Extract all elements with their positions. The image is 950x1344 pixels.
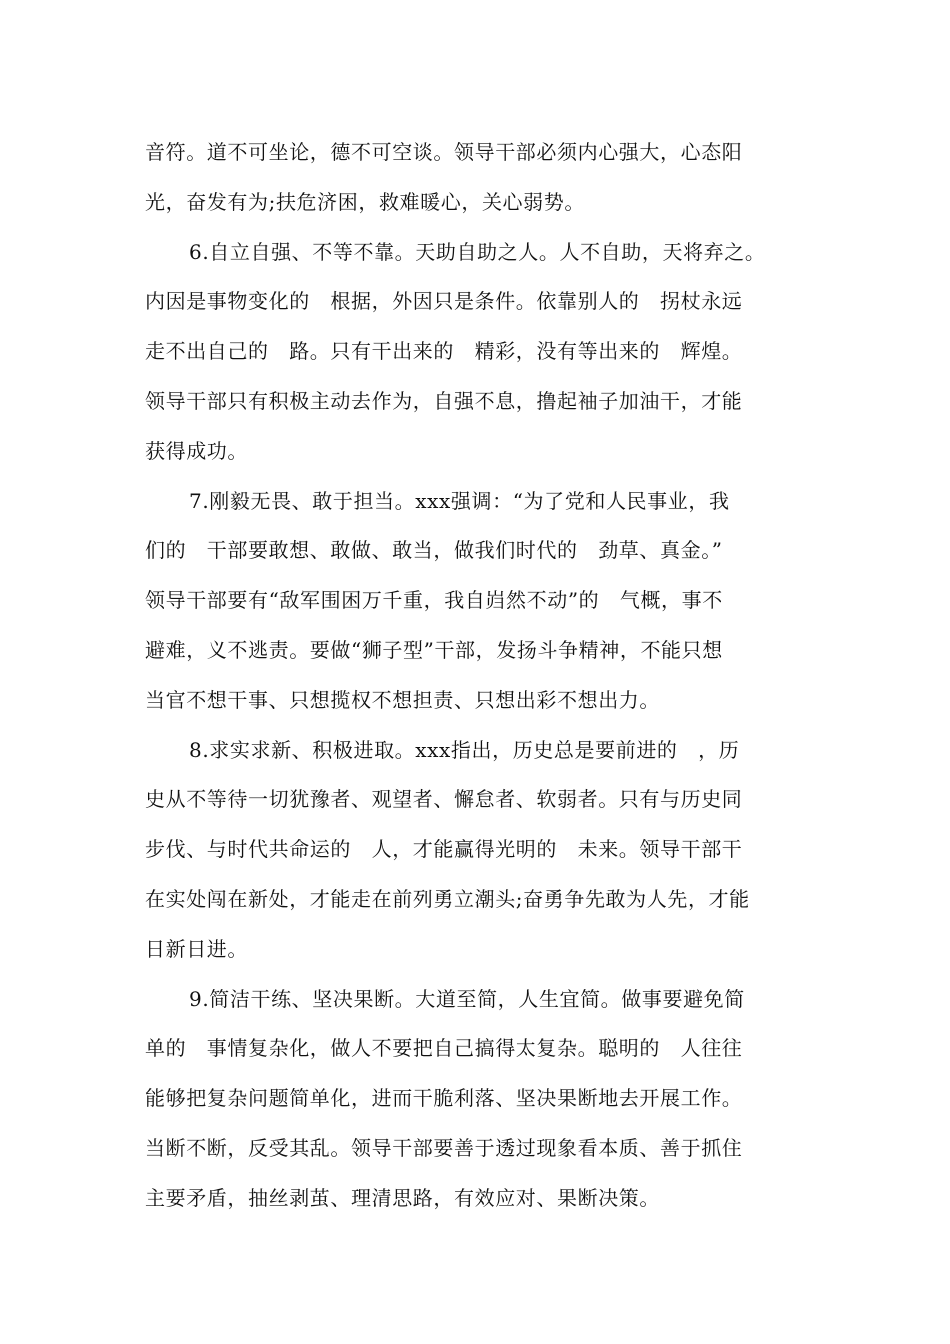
paragraph-start-line: 9.简洁干练、坚决果断。大道至简，人生宜简。做事要避免简 [189, 986, 745, 1011]
text-line: 获得成功。 [145, 438, 248, 463]
document-body [145, 128, 810, 1224]
text-line: 主要矛盾，抽丝剥茧、理清思路，有效应对、果断决策。 [145, 1185, 660, 1210]
text-line: 能够把复杂问题简单化，进而干脆利落、坚决果断地去开展工作。 [145, 1086, 743, 1111]
paragraph-start-line: 6.自立自强、不等不靠。天助自助之人。人不自助，天将弃之。 [189, 239, 766, 264]
text-line: 领导干部只有积极主动去作为，自强不息，撸起袖子加油干，才能 [145, 388, 743, 413]
text-line: 单的 事情复杂化，做人不要把自己搞得太复杂。聪明的 人往往 [145, 1036, 743, 1061]
text-line: 走不出自己的 路。只有干出来的 精彩，没有等出来的 辉煌。 [145, 339, 743, 364]
paragraph-start-line: 7.刚毅无畏、敢于担当。xxx强调：“为了党和人民事业，我 [189, 488, 730, 513]
text-line: 当断不断，反受其乱。领导干部要善于透过现象看本质、善于抓住 [145, 1135, 743, 1160]
text-line: 音符。道不可坐论，德不可空谈。领导干部必须内心强大，心态阳 [145, 140, 743, 164]
paragraph-start-line: 8.求实求新、积极进取。xxx指出，历史总是要前进的 ，历 [189, 737, 740, 762]
text-line: 步伐、与时代共命运的 人，才能赢得光明的 未来。领导干部干 [145, 837, 743, 862]
text-line: 史从不等待一切犹豫者、观望者、懈怠者、软弱者。只有与历史同 [145, 787, 743, 812]
text-line: 当官不想干事、只想揽权不想担责、只想出彩不想出力。 [145, 687, 660, 712]
text-line: 避难，义不逃责。要做“狮子型”干部，发扬斗争精神，不能只想 [145, 637, 723, 662]
text-line: 领导干部要有“敌军围困万千重，我自岿然不动”的 气概，事不 [145, 588, 723, 613]
text-line: 内因是事物变化的 根据，外因只是条件。依靠别人的 拐杖永远 [145, 289, 743, 314]
text-line: 在实处闯在新处，才能走在前列勇立潮头;奋勇争先敢为人先，才能 [145, 886, 750, 911]
text-line: 日新日进。 [145, 936, 248, 961]
text-line: 光，奋发有为;扶危济困，救难暖心，关心弱势。 [145, 189, 585, 214]
text-line: 们的 干部要敢想、敢做、敢当，做我们时代的 劲草、真金。” [145, 538, 723, 563]
